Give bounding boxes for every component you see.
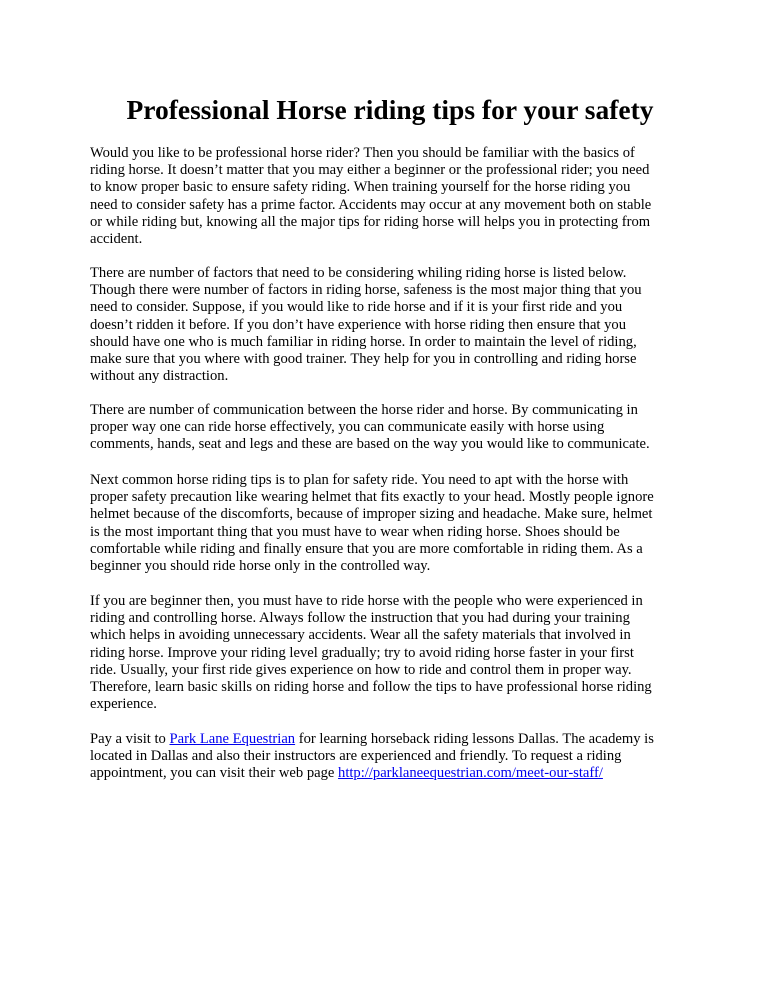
text-line xyxy=(90,765,690,782)
text-line: need to consider safety has a prime factor. Accidents may occur at any movement both on stable xyxy=(90,196,652,213)
text-line: ride. Usually, your first ride gives experience on how to ride and control them in proper way. xyxy=(90,661,632,678)
text-line: located in Dallas and also their instructors are experienced and friendly. To request a riding xyxy=(90,748,622,765)
text-fragment: for learning horseback riding lessons Dallas. The academy is xyxy=(295,731,654,747)
page-title: Professional Horse riding tips for your safety xyxy=(126,94,654,125)
text-line: beginner you should ride horse only in the controlled way. xyxy=(90,558,431,575)
paragraph-1 xyxy=(90,145,690,248)
text-line: proper safety precaution like wearing helmet that fits exactly to your head. Mostly people ignore xyxy=(90,489,654,506)
paragraph-3 xyxy=(90,402,690,454)
text-line: is the most important thing that you must have to wear when riding horse. Shoes should be xyxy=(90,523,620,540)
text-line: which helps in avoiding unnecessary accidents. Wear all the safety materials that involved in xyxy=(90,627,631,644)
text-line: If you are beginner then, you must have to ride horse with the people who were experienced in xyxy=(90,593,643,609)
park-lane-equestrian-link[interactable]: Park Lane Equestrian xyxy=(169,731,296,747)
text-line: accident. xyxy=(90,231,143,248)
text-line: should have one who is much familiar in riding horse. In order to maintain the level of riding, xyxy=(90,333,637,350)
text-line: doesn’t ridden it before. If you don’t have experience with horse riding then ensure that you xyxy=(90,316,627,333)
text-line: need to consider. Suppose, if you would like to ride horse and if it is your first ride and you xyxy=(90,299,623,316)
paragraph-4 xyxy=(90,472,690,575)
text-fragment: appointment, you can visit their web page xyxy=(90,765,339,782)
meet-our-staff-link[interactable]: http://parklaneequestrian.com/meet-our-staff/ xyxy=(338,765,603,782)
text-line: There are number of factors that need to be considering whiling riding horse is listed below. xyxy=(90,265,627,281)
text-line: proper way one can ride horse effectively, you can communicate easily with horse using xyxy=(90,419,605,436)
text-line: make sure that you where with good trainer. They help for you in controlling and riding horse xyxy=(90,351,637,368)
text-line: There are number of communication between the horse rider and horse. By communicating in xyxy=(90,402,638,418)
text-line: riding horse. It doesn’t matter that you may either a beginner or the professional rider; you need xyxy=(90,162,650,179)
text-line: Would you like to be professional horse rider? Then you should be familiar with the basics of xyxy=(90,145,635,161)
text-line: comfortable while riding and finally ensure that you are more comfortable in riding them. As a xyxy=(90,540,643,557)
text-line: Though there were number of factors in riding horse, safeness is the most major thing that you xyxy=(90,282,642,299)
text-fragment: Pay a visit to xyxy=(90,731,170,747)
text-line xyxy=(90,731,690,748)
text-line: experience. xyxy=(90,696,157,713)
paragraph-5 xyxy=(90,593,690,713)
text-line: to know proper basic to ensure safety riding. When training yourself for the horse riding you xyxy=(90,179,631,196)
paragraph-2 xyxy=(90,265,690,385)
text-line: or while riding but, knowing all the major tips for riding horse will helps you in protecting from xyxy=(90,213,651,230)
text-line: without any distraction. xyxy=(90,368,229,385)
text-line: Next common horse riding tips is to plan for safety ride. You need to apt with the horse with xyxy=(90,472,629,488)
text-line: comments, hands, seat and legs and these are based on the way you would like to communicate. xyxy=(90,436,650,453)
text-line: helmet because of the discomforts, because of improper sizing and headache. Make sure, helmet xyxy=(90,506,653,523)
paragraph-6 xyxy=(90,731,690,783)
text-line: riding and controlling horse. Always follow the instruction that you had during your training xyxy=(90,610,630,627)
text-line: Therefore, learn basic skills on riding horse and follow the tips to have professional horse riding xyxy=(90,679,652,696)
text-line: riding horse. Improve your riding level gradually; try to avoid riding horse faster in your first xyxy=(90,644,634,661)
